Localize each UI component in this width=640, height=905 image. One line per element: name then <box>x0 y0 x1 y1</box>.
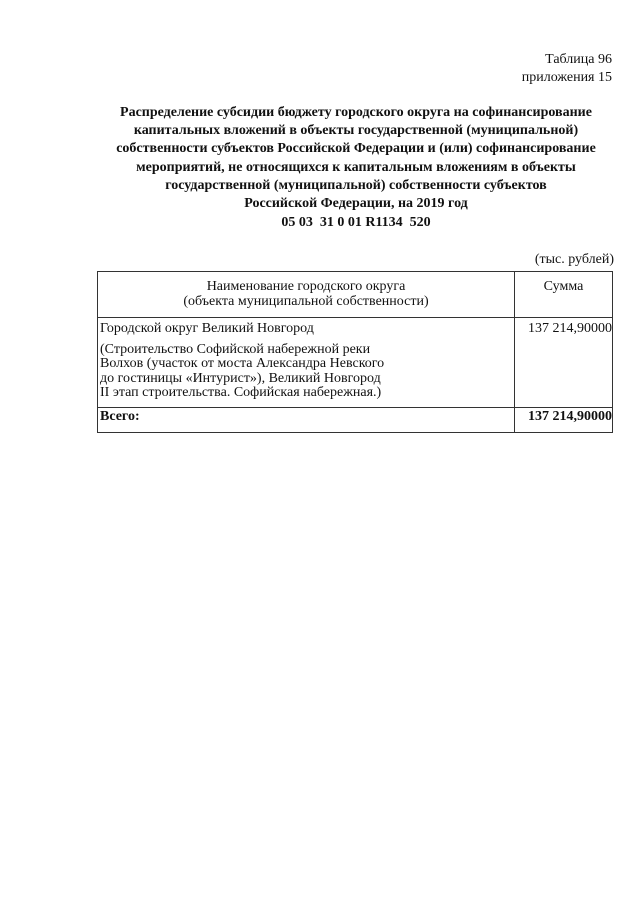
appendix-label: приложения 15 <box>521 70 612 85</box>
object-line: II этап строительства. Софийская набережная.) <box>100 385 382 400</box>
title-line: Российской Федерации, на 2019 год <box>244 196 468 212</box>
table-row <box>98 318 613 408</box>
title-line: Распределение субсидии бюджету городского округа на софинансирование <box>120 105 592 120</box>
total-label: Всего: <box>98 407 515 433</box>
name-cell <box>98 318 515 408</box>
district-name: Городской округ Великий Новгород <box>100 321 314 336</box>
object-description <box>100 343 512 401</box>
total-sum: 137 214,90000 <box>515 407 613 433</box>
object-line: (Строительство Софийской набережной реки <box>100 341 371 357</box>
header-name-cell <box>98 272 515 318</box>
title-line: собственности субъектов Российской Федерации и (или) софинансирование <box>116 141 596 157</box>
total-row <box>98 407 613 433</box>
units-label: (тыс. рублей) <box>534 252 614 267</box>
header-name-line1: Наименование городского округа <box>206 279 406 294</box>
budget-code: 05 03 31 0 01 R1134 520 <box>281 215 431 230</box>
header-sum-cell: Сумма <box>515 272 613 318</box>
sum-cell: 137 214,90000 <box>515 318 613 408</box>
title-line: государственной (муниципальной) собственности субъектов <box>165 177 547 193</box>
document-title <box>90 104 622 213</box>
header-name-line2: (объекта муниципальной собственности) <box>183 293 429 309</box>
table-header-row <box>98 272 613 318</box>
title-line: капитальных вложений в объекты государственной (муниципальной) <box>133 123 579 139</box>
object-line: Волхов (участок от моста Александра Невского <box>100 356 385 371</box>
title-line: мероприятий, не относящихся к капитальным вложениям в объекты <box>136 159 576 175</box>
object-line: до гостиницы «Интурист»), Великий Новгород <box>100 370 381 386</box>
subsidy-table <box>97 271 613 433</box>
table-number: Таблица 96 <box>545 52 612 67</box>
table-reference <box>522 51 612 87</box>
